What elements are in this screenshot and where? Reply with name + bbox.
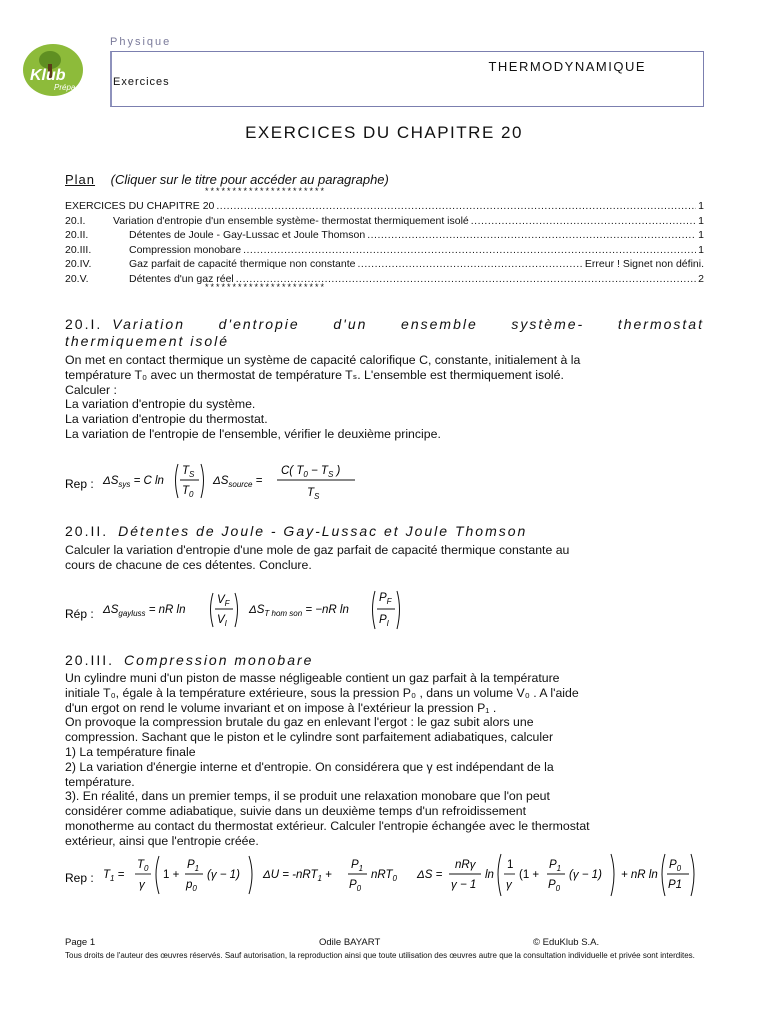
svg-text:T0: $T_0$ <box>137 859 149 873</box>
svg-text:γ: γ <box>139 879 145 891</box>
section-title: Variation d'entropie d'un ensemble système- thermostat <box>112 316 704 332</box>
section-3-body <box>65 671 705 849</box>
svg-text:T1 =: $T_1$ = <box>103 869 125 883</box>
section-label: Exercices <box>113 76 170 88</box>
section-number: 20.II. <box>65 523 109 539</box>
section-heading-2 <box>65 523 704 539</box>
answer-label: Rép : <box>65 607 94 621</box>
svg-text:1 +: 1 + <box>163 869 180 881</box>
toc-title: Gaz parfait de capacité thermique non constante <box>129 258 356 271</box>
svg-text:PI: $P_I$ <box>379 614 389 628</box>
svg-text:(γ − 1): (γ − 1) <box>207 869 240 881</box>
toc-title: Variation d'entropie d'un ensemble système- thermostat thermiquement isolé <box>113 214 469 227</box>
answer-formula-1 <box>65 456 385 509</box>
paragraph-line: température. <box>65 774 135 789</box>
svg-text:nRT0: nRT$_0$ <box>371 869 397 883</box>
paragraph-line: La variation de l'entropie de l'ensemble, vérifier le deuxième principe. <box>65 426 441 441</box>
answer-formula-3 <box>65 852 705 903</box>
answer-label: Rep : <box>65 477 94 491</box>
paragraph-line: On met en contact thermique un système de capacité calorifique C, constante, initialement à la <box>65 353 581 367</box>
svg-text:C( T0 − TS ): C( $T_0 - T_S$ ) <box>281 465 341 479</box>
paragraph-line: extérieur, ainsi que l'entropie créée. <box>65 833 259 848</box>
toc-page: 1 <box>698 243 704 256</box>
toc-link[interactable] <box>65 199 704 214</box>
svg-text:PF: $P_F$ <box>379 592 392 606</box>
paragraph-line: monotherme au contact du thermostat extérieur. Calculer l'entropie échangée avec le thermostat <box>65 818 590 833</box>
svg-text:(1 +: (1 + <box>519 869 540 881</box>
section-title: Compression monobare <box>124 652 314 668</box>
toc-number: 20.I. <box>65 214 86 227</box>
svg-text:ΔS =: ΔS = <box>417 869 443 881</box>
svg-text:γ − 1: γ − 1 <box>451 879 477 891</box>
page-number: Page 1 <box>65 937 96 948</box>
svg-text:ln: ln <box>485 869 494 881</box>
paragraph-line: initiale T₀, égale à la température extérieure, sous la pression P₀ , dans un volume V₀ . A l'aide <box>65 685 579 700</box>
paragraph-line: considérer comme adiabatique, suivie dans un deuxième temps d'un refroidissement <box>65 804 526 819</box>
svg-text:ΔU = -nRT1 +: ΔU = -nRT$_1$ + <box>263 869 332 883</box>
page-footer <box>65 937 705 962</box>
svg-text:(γ − 1): (γ − 1) <box>569 869 602 881</box>
logo-subtext: Prépa <box>54 83 76 92</box>
toc-title: Compression monobare <box>129 243 242 256</box>
toc-page: 1 <box>698 214 704 227</box>
copyright: © EduKlub S.A. <box>533 937 600 948</box>
svg-text:P1: $P_1$ <box>549 859 562 873</box>
answer-label: Rep : <box>65 871 94 885</box>
toc-title: Détentes d'un gaz réel <box>129 272 234 285</box>
svg-text:P0: $P_0$ <box>669 859 682 873</box>
toc-page: 1 <box>698 229 704 242</box>
toc-title: EXERCICES DU CHAPITRE 20 <box>65 200 215 212</box>
paragraph-line: température T₀ avec un thermostat de température Tₛ. L'ensemble est thermiquement isolé. <box>65 367 564 382</box>
paragraph-line: On provoque la compression brutale du gaz en enlevant l'ergot : le gaz subit alors une <box>65 715 534 730</box>
logo-text: Klub <box>30 67 66 84</box>
toc-title: Détentes de Joule - Gay-Lussac et Joule Thomson <box>129 229 366 242</box>
table-of-contents <box>65 199 704 287</box>
eduklub-logo <box>20 42 86 98</box>
svg-text:P1: $P_1$ <box>351 859 364 873</box>
paragraph-line: Un cylindre muni d'un piston de masse négligeable contient un gaz parfait à la température <box>65 671 560 685</box>
section-heading-1 <box>65 316 704 332</box>
toc-link[interactable] <box>65 257 704 272</box>
svg-text:P0: $P_0$ <box>349 879 362 893</box>
paragraph-line: Calculer la variation d'entropie d'une mole de gaz parfait de capacité thermique constante au <box>65 543 570 557</box>
paragraph-line: Calculer : <box>65 382 117 397</box>
toc-link[interactable] <box>65 243 704 258</box>
toc-number: 20.III. <box>65 243 92 256</box>
svg-text:ΔST hom son = −nR ln: $\Delta S_{T hom son} = -nR$ ln <box>249 604 349 618</box>
svg-text:nRγ: nRγ <box>455 859 476 871</box>
svg-text:+ nR ln: + nR ln <box>621 869 658 881</box>
paragraph-line: cours de chacune de ces détentes. Conclure. <box>65 557 312 572</box>
section-number: 20.III. <box>65 652 115 668</box>
plan-hint: (Cliquer sur le titre pour accéder au paragraphe) <box>110 172 389 187</box>
svg-text:p0: $p_0$ <box>186 879 197 893</box>
section-heading-3 <box>65 652 704 668</box>
toc-number: 20.II. <box>65 229 89 242</box>
toc-link[interactable] <box>65 214 704 229</box>
toc-page: 2 <box>698 272 704 285</box>
section-2-body <box>65 543 705 573</box>
toc-number: 20.V. <box>65 272 89 285</box>
svg-text:TS: $T_S$ <box>307 487 320 501</box>
svg-text:VF: $V_F$ <box>217 594 230 608</box>
svg-text:1: 1 <box>507 859 514 871</box>
section-number: 20.I. <box>65 316 103 332</box>
paragraph-line: 2) La variation d'énergie interne et d'entropie. On considérera que γ est indépendant de la <box>65 759 554 774</box>
svg-text:P1: $P_1$ <box>187 859 200 873</box>
svg-text:T0: $T_0$ <box>182 485 194 499</box>
toc-link[interactable] <box>65 272 704 287</box>
toc-page: Erreur ! Signet non défini. <box>584 258 704 271</box>
paragraph-line: La variation d'entropie du système. <box>65 397 256 412</box>
paragraph-line: d'un ergot on rend le volume invariant et on impose à l'extérieur la pression P₁ . <box>65 700 497 715</box>
header-box <box>110 51 704 107</box>
svg-text:P0: $P_0$ <box>548 879 561 893</box>
paragraph-line: 1) La température finale <box>65 744 196 759</box>
svg-text:ΔSsource =: $\Delta S_{source}$ = <box>213 475 263 489</box>
author-name: Odile BAYART <box>319 937 381 948</box>
answer-formula-2 <box>65 585 425 638</box>
plan-label: Plan <box>65 172 96 187</box>
svg-text:TS: $T_S$ <box>182 465 195 479</box>
paragraph-line: compression. Sachant que le piston et le cylindre sont parfaitement adiabatiques, calculer <box>65 730 554 745</box>
toc-link[interactable] <box>65 228 704 243</box>
stars-divider-top: ********************** <box>205 186 327 196</box>
plan-heading <box>65 172 389 187</box>
paragraph-line: La variation d'entropie du thermostat. <box>65 412 268 427</box>
section-title: Détentes de Joule - Gay-Lussac et Joule Thomson <box>118 523 528 539</box>
section-heading-1-cont <box>65 333 704 349</box>
svg-text:ΔSsys = C ln: $\Delta S_{sys} = C$ ln <box>103 475 164 489</box>
stars-divider-bottom: ********************** <box>205 282 327 292</box>
topic-label: THERMODYNAMIQUE <box>488 59 646 74</box>
svg-text:P1: P1 <box>668 879 683 891</box>
toc-page: 1 <box>698 200 704 212</box>
page-title: EXERCICES DU CHAPITRE 20 <box>245 123 523 142</box>
paragraph-line: 3). En réalité, dans un premier temps, il se produit une relaxation monobare que l'on peut <box>65 789 550 804</box>
svg-text:VI: $V_I$ <box>217 614 227 628</box>
toc-number: 20.IV. <box>65 258 92 271</box>
svg-text:ΔSgayluss = nR ln: $\Delta S_{gayluss}$ = nR ln <box>103 604 186 618</box>
subject-label: Physique <box>110 36 172 48</box>
section-title-cont: thermiquement isolé <box>65 333 230 349</box>
section-1-body <box>65 353 705 442</box>
legal-notice: Tous droits de l'auteur des œuvres réservés. Sauf autorisation, la reproduction ainsi que toute utilisation des œuvres autre que la consultation individuelle et privée sont interdites. <box>65 951 695 960</box>
svg-text:γ: γ <box>506 879 512 891</box>
